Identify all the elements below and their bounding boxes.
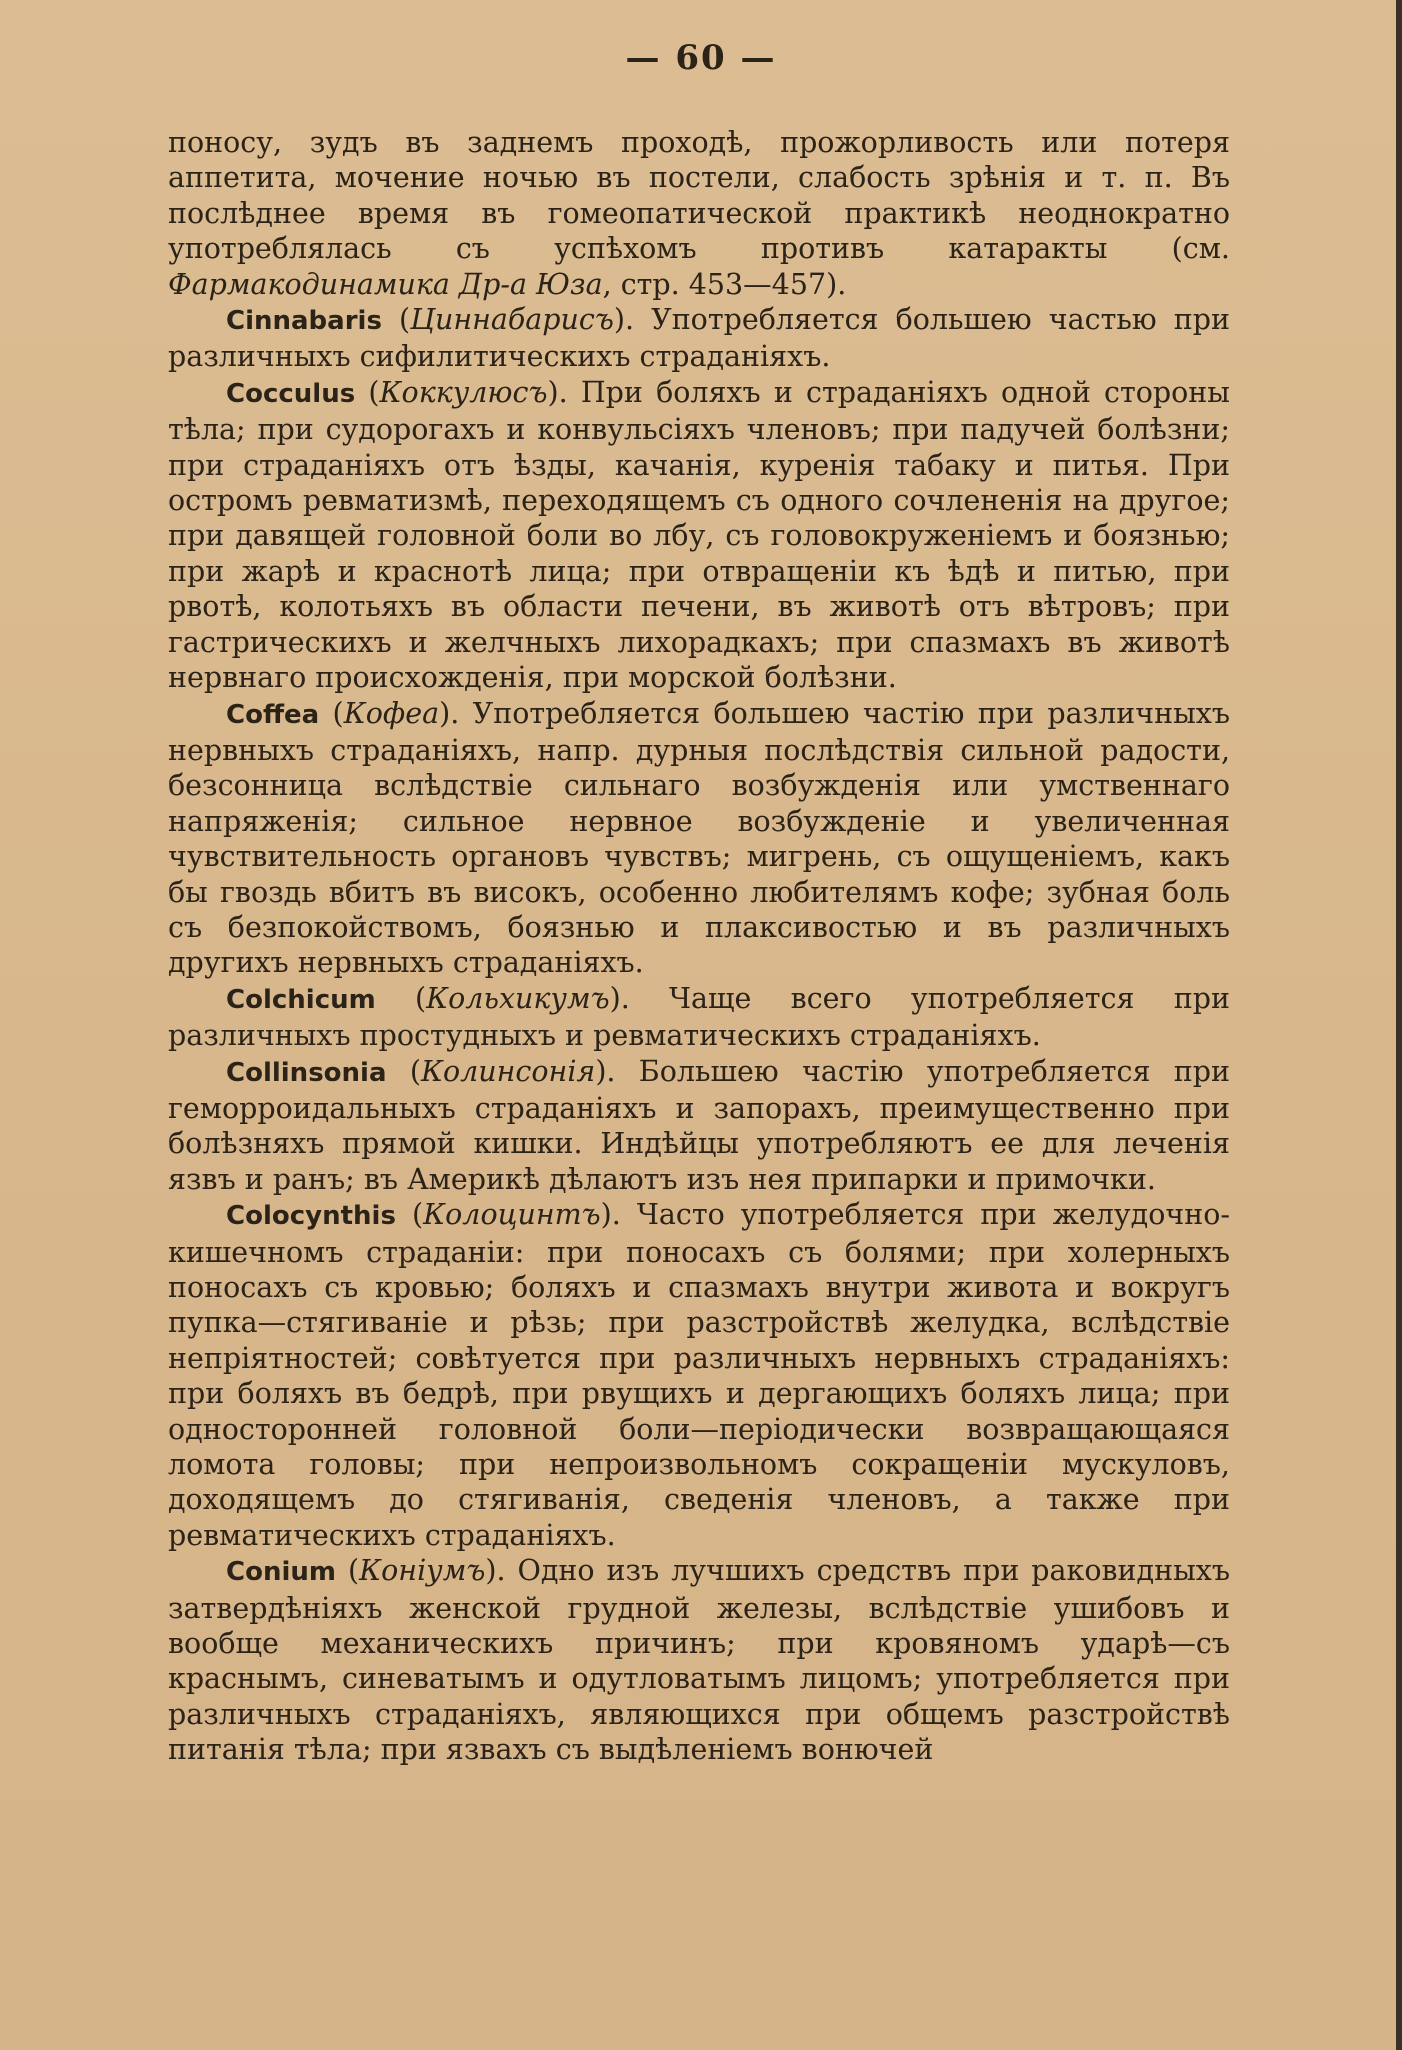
body-text: ( <box>375 981 427 1015</box>
entry-cinnabaris <box>168 302 1230 375</box>
body-text: ). Употребляется большею частью при различныхъ сифилитическихъ страданіяхъ. <box>168 303 1230 374</box>
italic-text: Колинсонія <box>420 1054 596 1088</box>
italic-text: Колоцинтъ <box>423 1198 601 1232</box>
entry-collinsonia <box>168 1054 1230 1198</box>
body-text: ). Одно изъ лучшихъ средствъ при раковидныхъ затвердѣніяхъ женской грудной железы, вслѣдствіе ушибовъ и вообще механическихъ причинъ; при кровяномъ ударѣ—съ краснымъ, синеватымъ и одутловатымъ лицомъ; употребляется при различныхъ страданіяхъ, являющихся при общемъ разстройствѣ питанія тѣла; при язвахъ съ выдѣленіемъ вонючей <box>168 1554 1230 1767</box>
entry-term: Cocculus <box>226 378 356 409</box>
entry-term: Colchicum <box>226 984 376 1015</box>
page-edge-shadow <box>1396 0 1402 2050</box>
italic-text: Циннабарисъ <box>410 303 614 337</box>
body-text: ). Чаще всего употребляется при различныхъ простудныхъ и ревматическихъ страданіяхъ. <box>168 981 1230 1053</box>
italic-text: Кофеа <box>343 696 440 730</box>
body-text: поносу, зудъ въ заднемъ проходѣ, прожорливость или потеря аппетита, мочение ночью въ постели, слабость зрѣнія и т. п. Въ послѣднее время въ гомеопатической практикѣ неоднократно употреблялась съ успѣхомъ противъ катаракты (см. <box>168 126 1230 266</box>
entry-conium <box>168 1553 1230 1767</box>
entry-colocynthis <box>168 1197 1230 1553</box>
body-text: ( <box>395 1198 424 1232</box>
text-body <box>168 125 1230 1768</box>
italic-text: Коніумъ <box>359 1554 486 1588</box>
entry-colchicum <box>168 981 1230 1054</box>
body-text: ( <box>335 1554 360 1588</box>
entry-cocculus <box>168 375 1230 696</box>
body-text: ( <box>319 696 344 730</box>
body-text: , стр. 453—457). <box>602 267 847 301</box>
page-number: — 60 — <box>625 38 777 78</box>
body-text: ). Большею частію употребляется при геморроидальныхъ страданіяхъ и запорахъ, преимущественно при болѣзняхъ прямой кишки. Индѣйцы употребляютъ ее для леченія язвъ и ранъ; въ Америкѣ дѣлаютъ изъ нея припарки и примочки. <box>168 1054 1230 1196</box>
body-text: ( <box>386 1054 421 1088</box>
body-text: ). Часто употребляется при желудочно-кишечномъ страданіи: при поносахъ съ болями; при холерныхъ поносахъ съ кровью; боляхъ и спазмахъ внутри живота и вокругъ пупка—стягиваніе и рѣзь; при разстройствѣ желудка, вслѣдствіе непріятностей; совѣтуется при различныхъ нервныхъ страданіяхъ: при боляхъ въ бедрѣ, при рвущихъ и дергающихъ боляхъ лица; при односторонней головной боли—періодически возвращающаяся ломота головы; при непроизвольномъ сокращеніи мускуловъ, доходящемъ до стягиванія, сведенія членовъ, а также при ревматическихъ страданіяхъ. <box>168 1198 1230 1552</box>
entry-term: Collinsonia <box>226 1057 387 1088</box>
body-text: ( <box>355 375 380 409</box>
italic-text: Фармакодинамика Др-а Юза <box>168 267 603 301</box>
italic-text: Коккулюсъ <box>379 375 548 409</box>
entry-coffea <box>168 696 1230 981</box>
body-text: ). Употребляется большею частію при различныхъ нервныхъ страданіяхъ, напр. дурныя послѣдствія сильной радости, безсонница вслѣдствіе сильнаго возбужденія или умственнаго напряженія; сильное нервное возбужденіе и увеличенная чувствительность органовъ чувствъ; мигрень, съ ощущеніемъ, какъ бы гвоздь вбитъ въ високъ, особенно любителямъ кофе; зубная боль съ безпокойствомъ, боязнью и плаксивостью и въ различныхъ другихъ нервныхъ страданіяхъ. <box>168 696 1230 980</box>
continuation-paragraph <box>168 125 1230 302</box>
body-text: ( <box>381 303 411 337</box>
italic-text: Кольхикумъ <box>426 981 610 1015</box>
entry-term: Conium <box>226 1557 336 1588</box>
entry-term: Coffea <box>226 699 320 730</box>
entry-term: Colocynthis <box>226 1201 396 1232</box>
entry-term: Cinnabaris <box>226 306 382 337</box>
body-text: ). При боляхъ и страданіяхъ одной стороны тѣла; при судорогахъ и конвульсіяхъ членовъ; при падучей болѣзни; при страданіяхъ отъ ѣзды, качанія, куренія табаку и питья. При остромъ ревматизмѣ, переходящемъ съ одного сочлененія на другое; при давящей головной боли во лбу, съ головокруженіемъ и боязнью; при жарѣ и краснотѣ лица; при отвращеніи къ ѣдѣ и питью, при рвотѣ, колотьяхъ въ области печени, въ животѣ отъ вѣтровъ; при гастрическихъ и желчныхъ лихорадкахъ; при спазмахъ въ животѣ нервнаго происхожденія, при морской болѣзни. <box>168 375 1230 695</box>
